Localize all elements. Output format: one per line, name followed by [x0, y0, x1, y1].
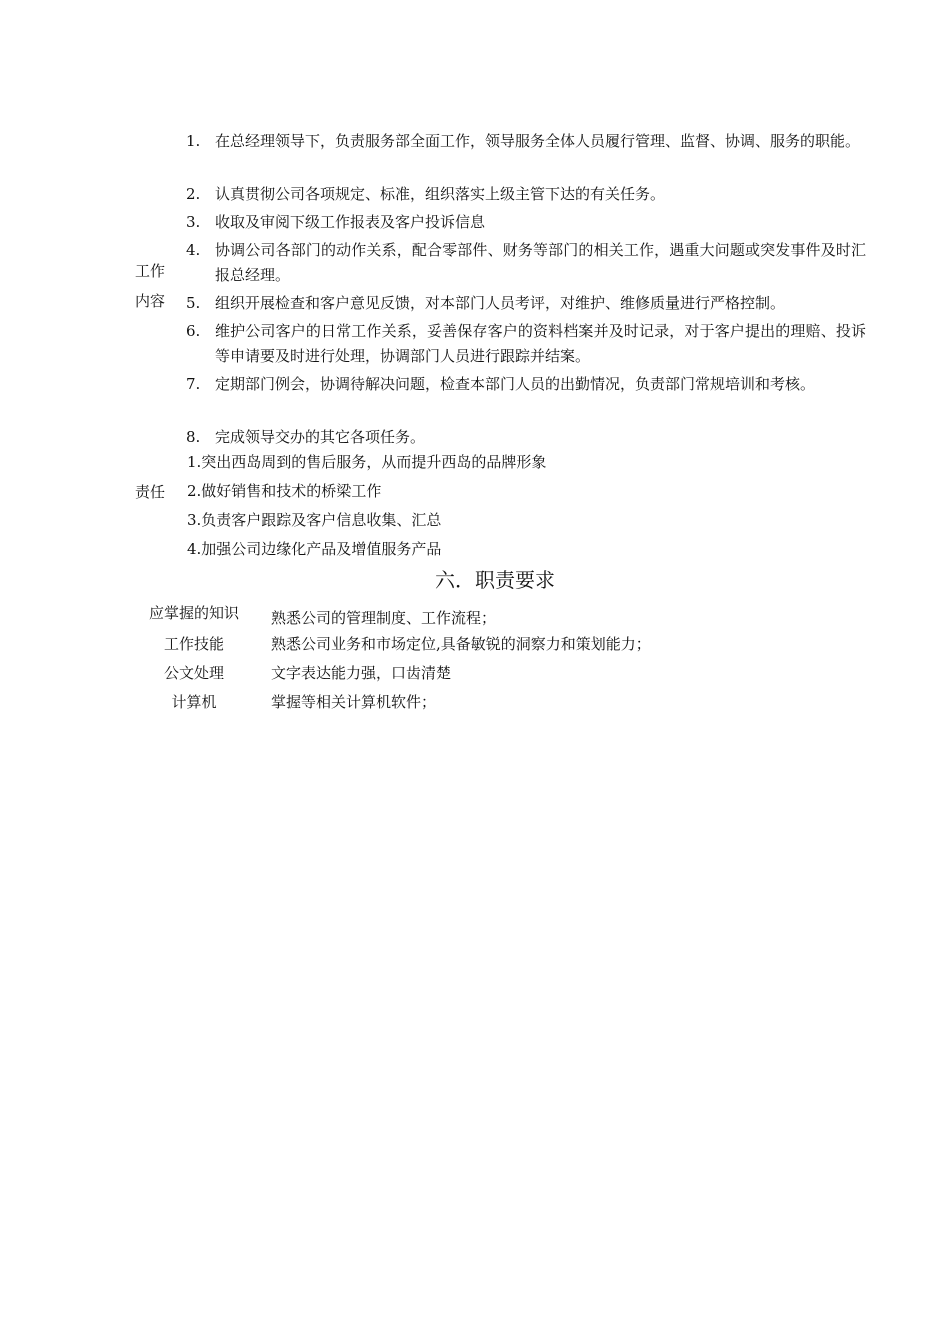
work-content-label-line2: 内容 — [135, 292, 166, 310]
requirement-row — [130, 659, 830, 687]
responsibility-item: 3.负责客户跟踪及客户信息收集、汇总 — [187, 511, 442, 529]
duty-item-number: 8. — [186, 428, 201, 446]
duty-item-text: 组织开展检查和客户意见反馈，对本部门人员考评，对维护、维修质量进行严格控制。 — [215, 294, 786, 312]
requirement-key: 工作技能 — [163, 635, 224, 653]
responsibility-item: 1.突出西岛周到的售后服务，从而提升西岛的品牌形象 — [187, 453, 547, 471]
requirement-key: 计算机 — [171, 693, 217, 711]
responsibility-item: 4.加强公司边缘化产品及增值服务产品 — [187, 540, 442, 558]
duty-item-number: 1. — [186, 132, 201, 150]
work-content-label-line1: 工作 — [135, 262, 166, 280]
responsibility-label: 责任 — [135, 483, 166, 501]
duty-item — [186, 425, 866, 450]
duty-item-number: 3. — [186, 213, 201, 231]
duty-item — [186, 210, 866, 235]
requirement-row — [130, 630, 830, 658]
requirement-value: 熟悉公司业务和市场定位,具备敏锐的洞察力和策划能力； — [271, 635, 651, 653]
duty-item-text: 协调公司各部门的动作关系，配合零部件、财务等部门的相关工作，遇重大问题或突发事件及时汇报总经理。 — [215, 241, 866, 284]
duty-item-number: 5. — [186, 294, 201, 312]
duty-item — [186, 291, 866, 316]
duty-item-text: 完成领导交办的其它各项任务。 — [215, 428, 426, 446]
requirement-row — [130, 688, 830, 716]
requirement-value: 熟悉公司的管理制度、工作流程； — [271, 609, 497, 627]
duty-item-text: 定期部门例会，协调待解决问题，检查本部门人员的出勤情况，负责部门常规培训和考核。 — [215, 375, 816, 393]
duty-item-text: 收取及审阅下级工作报表及客户投诉信息 — [215, 213, 486, 231]
responsibility-item: 2.做好销售和技术的桥梁工作 — [187, 482, 382, 500]
duty-item — [186, 319, 866, 369]
duty-item-number: 2. — [186, 185, 201, 203]
duty-item — [186, 182, 866, 207]
duty-item-text: 在总经理领导下，负责服务部全面工作，领导服务全体人员履行管理、监督、协调、服务的职能。 — [215, 132, 861, 150]
duty-item — [186, 372, 866, 397]
requirement-row — [130, 601, 830, 629]
duty-item — [186, 238, 866, 288]
requirement-key: 公文处理 — [163, 664, 224, 682]
duty-item-text: 认真贯彻公司各项规定、标准，组织落实上级主管下达的有关任务。 — [215, 185, 666, 203]
section-heading: 六．职责要求 — [435, 568, 555, 592]
duty-item-text: 维护公司客户的日常工作关系，妥善保存客户的资料档案并及时记录，对于客户提出的理赔、投诉等申请要及时进行处理，协调部门人员进行跟踪并结案。 — [215, 322, 866, 365]
requirement-value: 文字表达能力强，口齿清楚 — [271, 664, 452, 682]
requirement-key: 应掌握的知识 — [148, 604, 239, 622]
duty-item-number: 4. — [186, 241, 201, 259]
duty-item — [186, 129, 866, 154]
duty-item-number: 6. — [186, 322, 201, 340]
duty-item-number: 7. — [186, 375, 201, 393]
requirement-value: 掌握等相关计算机软件； — [271, 693, 437, 711]
